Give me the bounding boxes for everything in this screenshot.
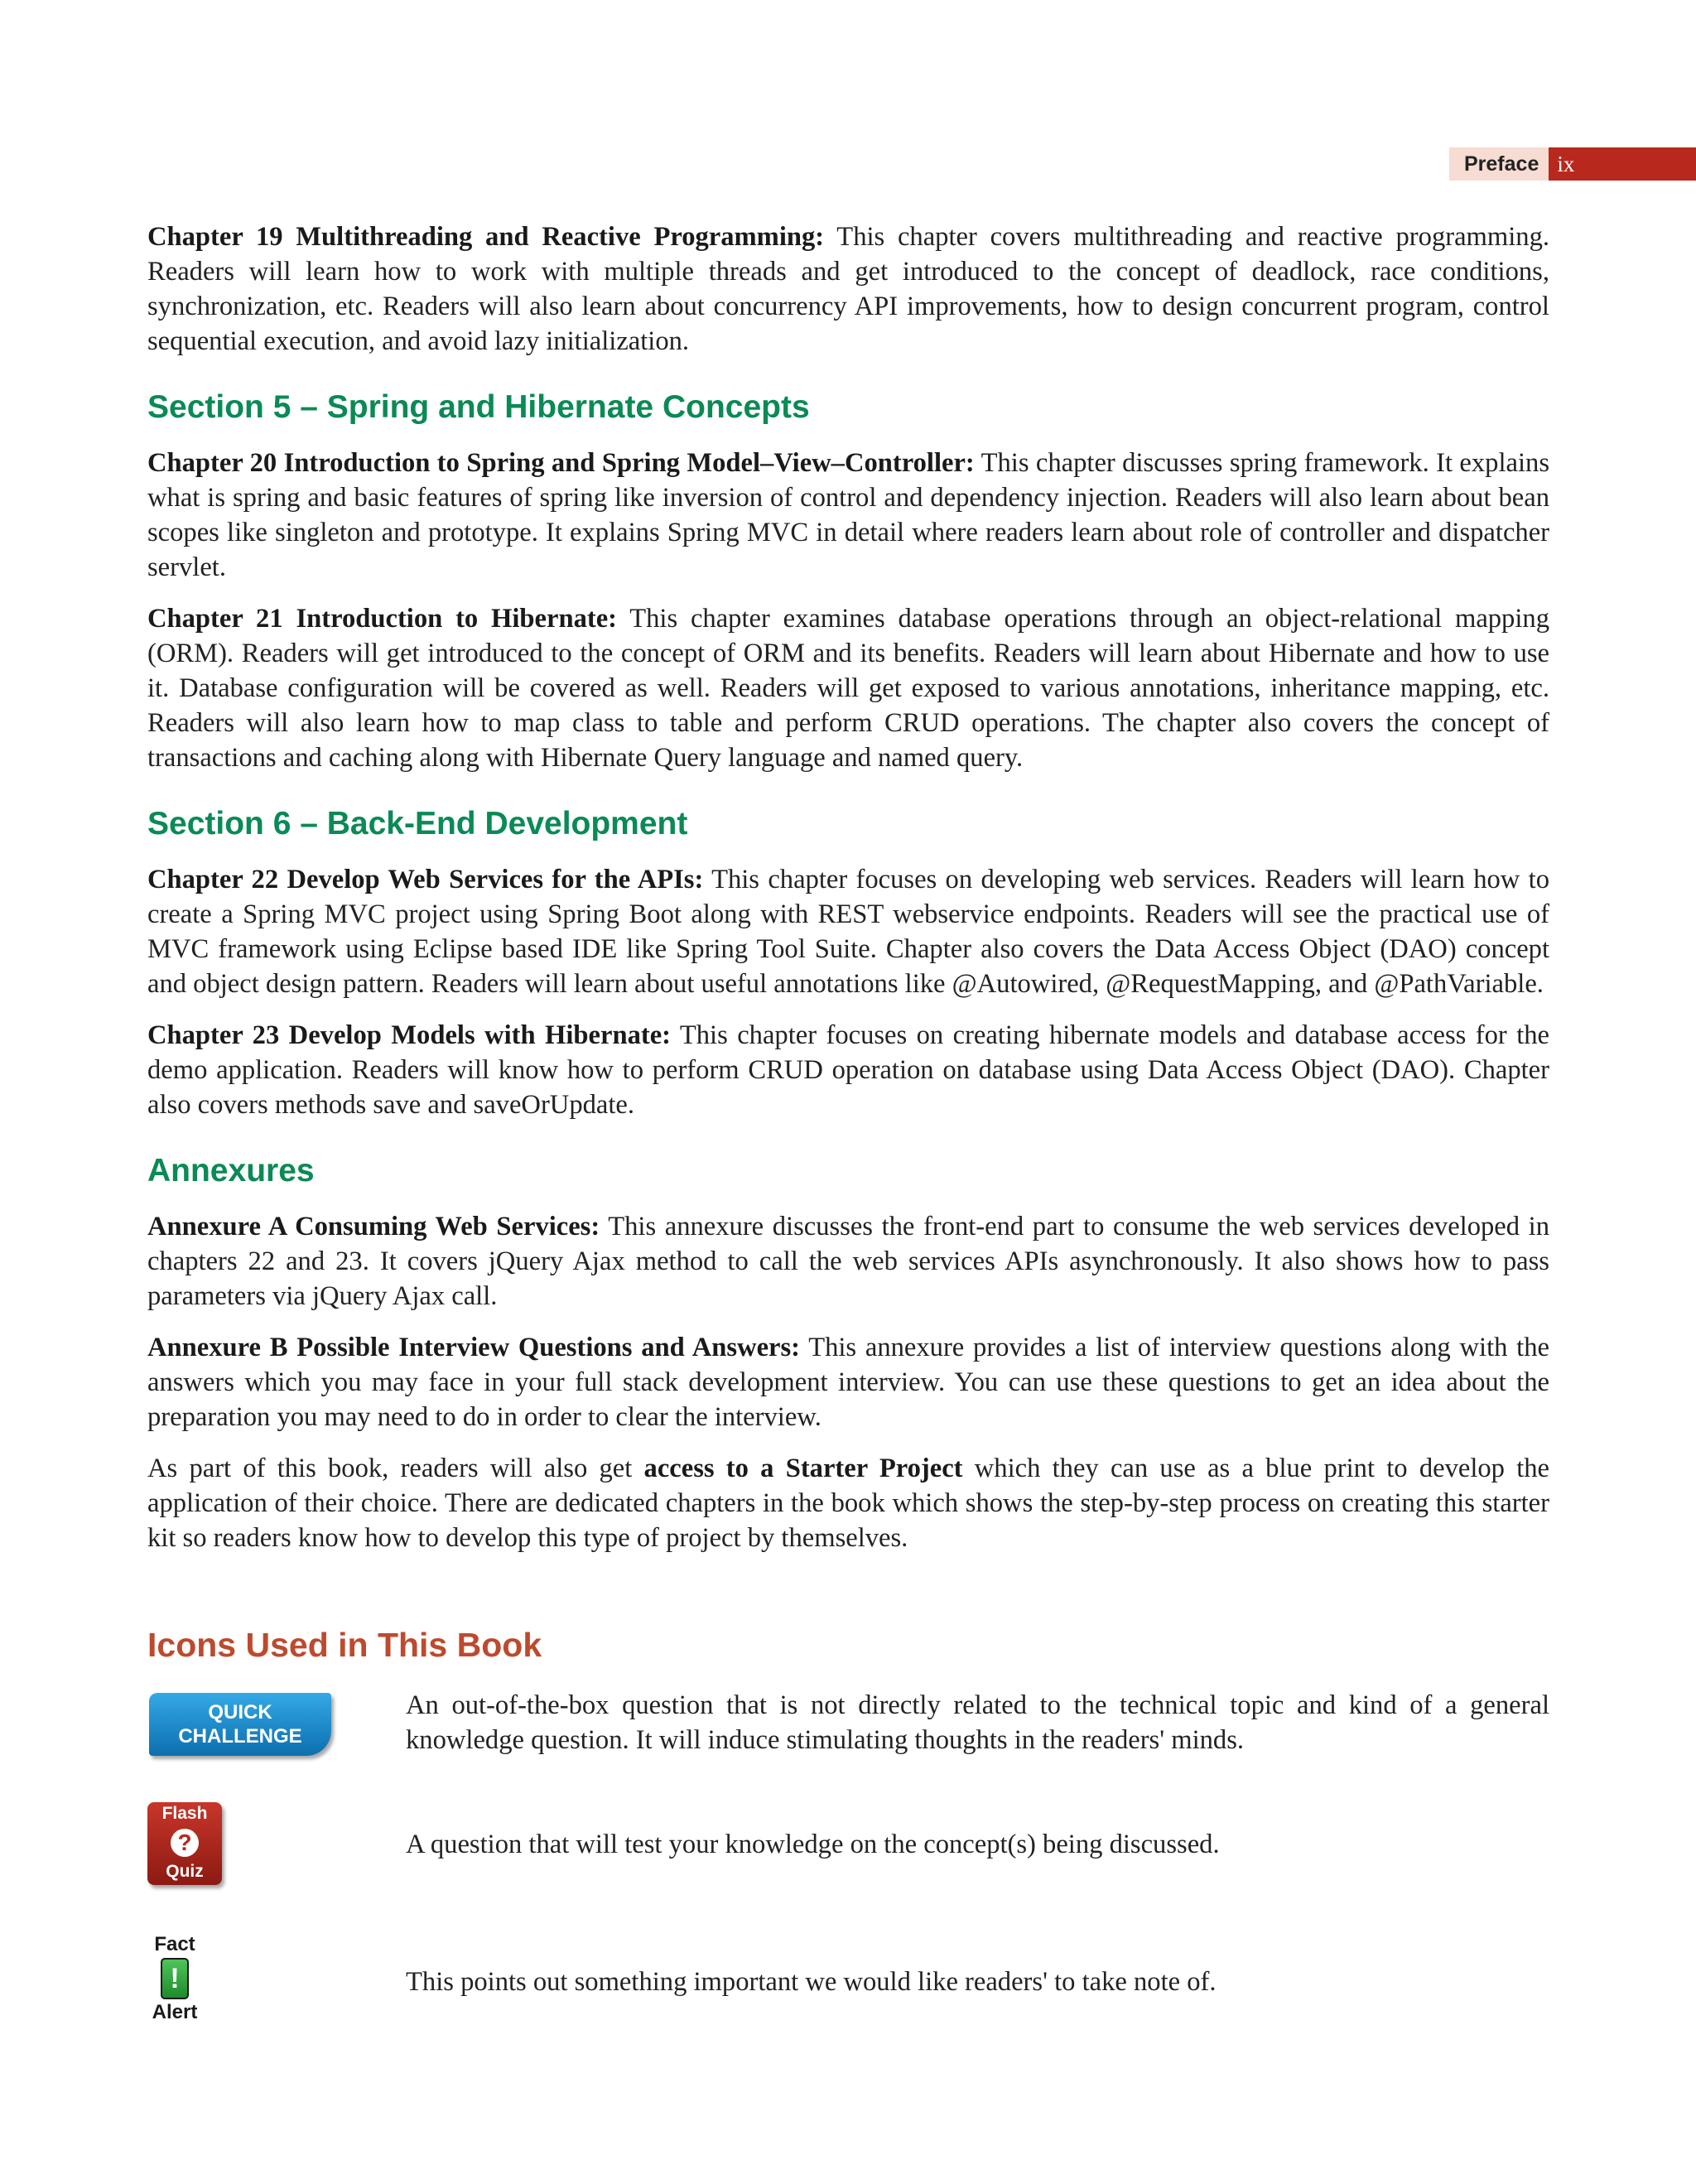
entry-text: This chapter discusses spring framework. It explains what is spring and basic features of spring like inversion of control and dependency injection. Readers will also learn about bean scopes like singleton and prototype. It explains Spring MVC in detail where readers learn about role of controller and dispatcher servlet. bbox=[147, 448, 1549, 582]
badge-line2: Quiz bbox=[166, 1862, 204, 1881]
annexure-b-entry bbox=[147, 1330, 1549, 1434]
chapter-22-entry bbox=[147, 862, 1549, 1001]
chapter-21-entry bbox=[147, 601, 1549, 775]
entry-lead: Annexure B Possible Interview Questions and Answers: bbox=[147, 1333, 801, 1362]
fact-alert-icon bbox=[147, 1933, 406, 2024]
page-number: ix bbox=[1549, 147, 1696, 181]
running-header bbox=[1449, 147, 1696, 181]
starter-project-paragraph bbox=[147, 1451, 1549, 1555]
entry-text: This annexure provides a list of interview questions along with the answers which you may face in your full stack development interview. You can use these questions to get an idea about the preparation you may need to do in order to clear the interview. bbox=[147, 1333, 1549, 1432]
badge-line1: QUICK bbox=[208, 1701, 272, 1724]
fact-alert-badge bbox=[147, 1933, 202, 2024]
closing-before: As part of this book, readers will also get bbox=[147, 1454, 644, 1483]
chapter-19-entry bbox=[147, 219, 1549, 359]
chapter-23-entry bbox=[147, 1018, 1549, 1122]
quick-challenge-icon bbox=[147, 1688, 406, 1756]
badge-line2: CHALLENGE bbox=[178, 1725, 302, 1748]
annexure-a-entry bbox=[147, 1209, 1549, 1314]
icons-heading: Icons Used in This Book bbox=[147, 1626, 542, 1664]
entry-text: This annexure discusses the front-end part to consume the web services developed in chapters 22 and 23. It covers jQuery Ajax method to call the web services APIs asynchronously. It also shows how to pass parameters via jQuery Ajax call. bbox=[147, 1212, 1549, 1311]
icon-row-quick-challenge bbox=[147, 1688, 1549, 1757]
badge-line2: Alert bbox=[152, 2001, 198, 2023]
question-mark-icon: ? bbox=[171, 1829, 199, 1857]
exclamation-icon: ! bbox=[161, 1958, 189, 1999]
icon-description: A question that will test your knowledge on the concept(s) being discussed. bbox=[406, 1830, 1220, 1859]
chapter-20-entry bbox=[147, 446, 1549, 585]
entry-lead: Chapter 23 Develop Models with Hibernate: bbox=[147, 1020, 672, 1050]
annexures-heading: Annexures bbox=[147, 1153, 315, 1188]
icon-row-fact-alert bbox=[147, 1933, 1549, 2024]
entry-text: This chapter examines database operations through an object-relational mapping (ORM). Readers will get introduced to the concept of ORM and its benefits. Readers will learn about Hibernate and how to use it. Database configuration will be covered as well. Readers will get exposed to various annotations, inheritance mapping, etc. Readers will also learn how to map class to table and perform CRUD operations. The chapter also covers the concept of transactions and caching along with Hibernate Query language and named query. bbox=[147, 604, 1549, 773]
closing-bold: access to a Starter Project bbox=[643, 1454, 963, 1483]
badge-line1: Fact bbox=[154, 1933, 195, 1955]
entry-lead: Chapter 20 Introduction to Spring and Spring Model–View–Controller: bbox=[147, 448, 975, 478]
entry-text: This chapter focuses on developing web services. Readers will learn how to create a Spring MVC project using Spring Boot along with REST webservice endpoints. Readers will see the practical use of MVC framework using Eclipse based IDE like Spring Tool Suite. Chapter also covers the Data Access Object (DAO) concept and object design pattern. Readers will learn about useful annotations like @Autowired, @RequestMapping, and @PathVariable. bbox=[147, 865, 1550, 999]
flash-quiz-badge bbox=[147, 1802, 222, 1885]
page-content bbox=[147, 219, 1549, 2024]
entry-lead: Annexure A Consuming Web Services: bbox=[147, 1212, 600, 1241]
section-6-heading: Section 6 – Back-End Development bbox=[147, 806, 688, 841]
entry-lead: Chapter 19 Multithreading and Reactive Programming: bbox=[147, 222, 825, 252]
badge-line1: Flash bbox=[161, 1804, 208, 1823]
quick-challenge-badge bbox=[149, 1693, 331, 1756]
entry-text: This chapter covers multithreading and reactive programming. Readers will learn how to work with multiple threads and get introduced to the concept of deadlock, race conditions, synchronization, etc. Readers will also learn about concurrency API improvements, how to design concurrent program, control sequential execution, and avoid lazy initialization. bbox=[147, 222, 1549, 356]
entry-lead: Chapter 21 Introduction to Hibernate: bbox=[147, 604, 618, 634]
header-label: Preface bbox=[1449, 147, 1549, 181]
icon-description: An out-of-the-box question that is not directly related to the technical topic and kind of a general knowledge question. It will induce stimulating thoughts in the readers' minds. bbox=[406, 1690, 1549, 1755]
section-5-heading: Section 5 – Spring and Hibernate Concepts bbox=[147, 389, 810, 425]
closing-after: which they can use as a blue print to develop the application of their choice. There are dedicated chapters in the book which shows the step-by-step process on creating this starter kit so readers know how to develop this type of project by themselves. bbox=[147, 1454, 1549, 1553]
entry-text: This chapter focuses on creating hibernate models and database access for the demo application. Readers will know how to perform CRUD operation on database using Data Access Object (DAO). Chapter also covers methods save and saveOrUpdate. bbox=[147, 1020, 1549, 1120]
icon-row-flash-quiz bbox=[147, 1802, 1549, 1885]
entry-lead: Chapter 22 Develop Web Services for the APIs: bbox=[147, 865, 704, 894]
flash-quiz-icon bbox=[147, 1802, 406, 1885]
icon-description: This points out something important we would like readers' to take note of. bbox=[406, 1967, 1217, 1997]
